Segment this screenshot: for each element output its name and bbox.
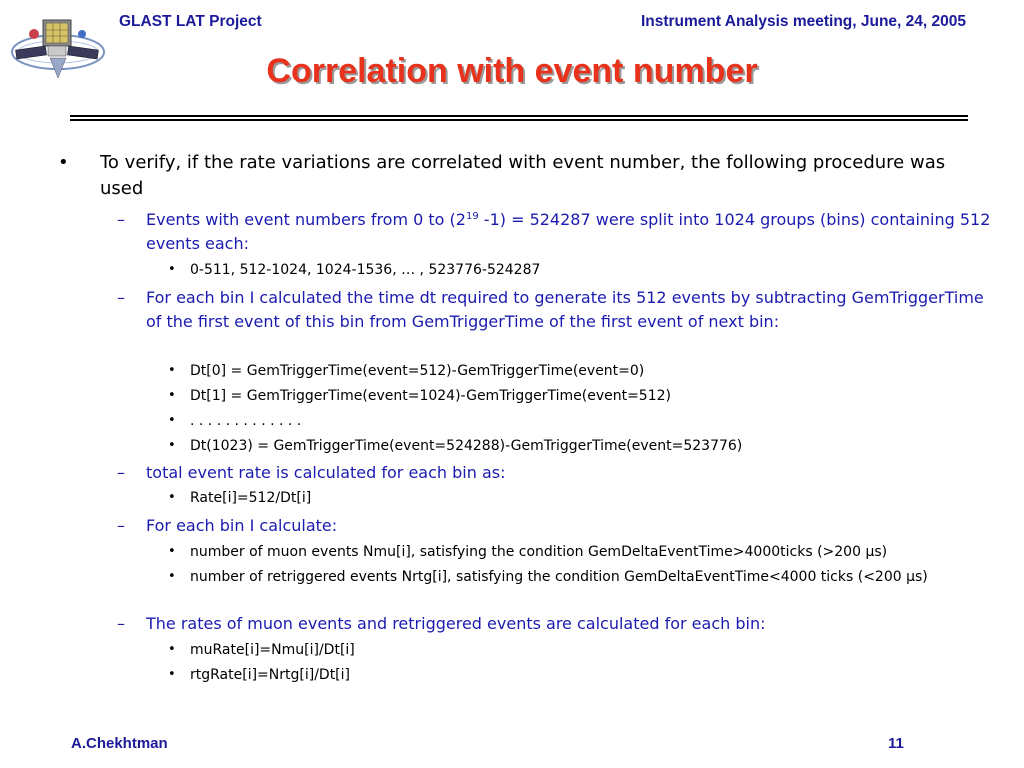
item-text: Dt[1] = GemTriggerTime(event=1024)-GemTriggerTime(event=512) — [190, 388, 671, 404]
item-text: number of muon events Nmu[i], satisfying the condition GemDeltaEventTime>4000ticks (>200 µs) — [190, 544, 888, 560]
dash-marker: – — [117, 288, 125, 307]
footer-author: A.Chekhtman — [71, 735, 168, 752]
item-text: 0-511, 512-1024, 1024-1536, … , 523776-524287 — [190, 262, 541, 278]
bullet-marker: • — [58, 152, 69, 173]
header-project: GLAST LAT Project — [119, 13, 262, 30]
sub-bullet — [117, 461, 996, 485]
sub-bullet — [117, 208, 996, 256]
header-meeting: Instrument Analysis meeting, June, 24, 2005 — [640, 13, 966, 30]
item-bullet — [168, 488, 980, 508]
title-divider-top — [70, 115, 968, 117]
dash-marker: – — [117, 516, 125, 535]
sub-bullet-text: The rates of muon events and retriggered events are calculated for each bin: — [146, 614, 766, 633]
bullet-marker: • — [168, 490, 176, 505]
item-text: Dt[0] = GemTriggerTime(event=512)-GemTriggerTime(event=0) — [190, 363, 645, 379]
item-text: . . . . . . . . . . . . . — [190, 413, 302, 429]
bullet-marker: • — [168, 438, 176, 453]
item-bullet — [168, 542, 980, 562]
sub-bullet — [117, 286, 996, 334]
dash-marker: – — [117, 210, 125, 229]
bullet-marker: • — [168, 642, 176, 657]
dash-marker: – — [117, 463, 125, 482]
bullet-marker: • — [168, 667, 176, 682]
sub-bullet-text: For each bin I calculated the time dt required to generate its 512 events by subtracting GemTriggerTime of the first event of this bin from GemTriggerTime of the first event of next bin: — [146, 288, 984, 331]
page-number: 11 — [888, 735, 904, 752]
main-bullet-text: To verify, if the rate variations are correlated with event number, the following procedure was used — [100, 152, 946, 199]
bullet-marker: • — [168, 388, 176, 403]
sub-bullet-text-pre: Events with event numbers from 0 to (2 — [146, 210, 466, 229]
main-bullet — [58, 150, 980, 202]
bullet-marker: • — [168, 544, 176, 559]
item-text: number of retriggered events Nrtg[i], satisfying the condition GemDeltaEventTime<4000 ticks (<200 µs) — [190, 569, 928, 585]
item-text: Rate[i]=512/Dt[i] — [190, 490, 312, 506]
item-text: Dt(1023) = GemTriggerTime(event=524288)-GemTriggerTime(event=523776) — [190, 438, 743, 454]
sub-bullet-text-post: -1) = 524287 were split into 1024 groups (bins) containing 512 events each: — [146, 210, 991, 253]
bullet-marker: • — [168, 363, 176, 378]
item-bullet — [168, 567, 980, 587]
bullet-marker: • — [168, 262, 176, 277]
item-bullet — [168, 386, 980, 406]
slide-title: Correlation with event number — [266, 52, 758, 90]
bullet-marker: • — [168, 569, 176, 584]
exponent: 19 — [465, 211, 479, 222]
title-divider-bottom — [70, 119, 968, 121]
sub-bullet — [117, 612, 996, 636]
item-bullet — [168, 640, 980, 660]
sub-bullet-text: For each bin I calculate: — [146, 516, 338, 535]
item-bullet — [168, 411, 980, 431]
item-bullet — [168, 665, 980, 685]
bullet-marker: • — [168, 413, 176, 428]
item-bullet — [168, 436, 980, 456]
item-text: rtgRate[i]=Nrtg[i]/Dt[i] — [190, 667, 350, 683]
item-text: muRate[i]=Nmu[i]/Dt[i] — [190, 642, 355, 658]
item-bullet — [168, 361, 980, 381]
sub-bullet-text: total event rate is calculated for each bin as: — [146, 463, 506, 482]
dash-marker: – — [117, 614, 125, 633]
item-bullet — [168, 260, 980, 280]
sub-bullet — [117, 514, 996, 538]
